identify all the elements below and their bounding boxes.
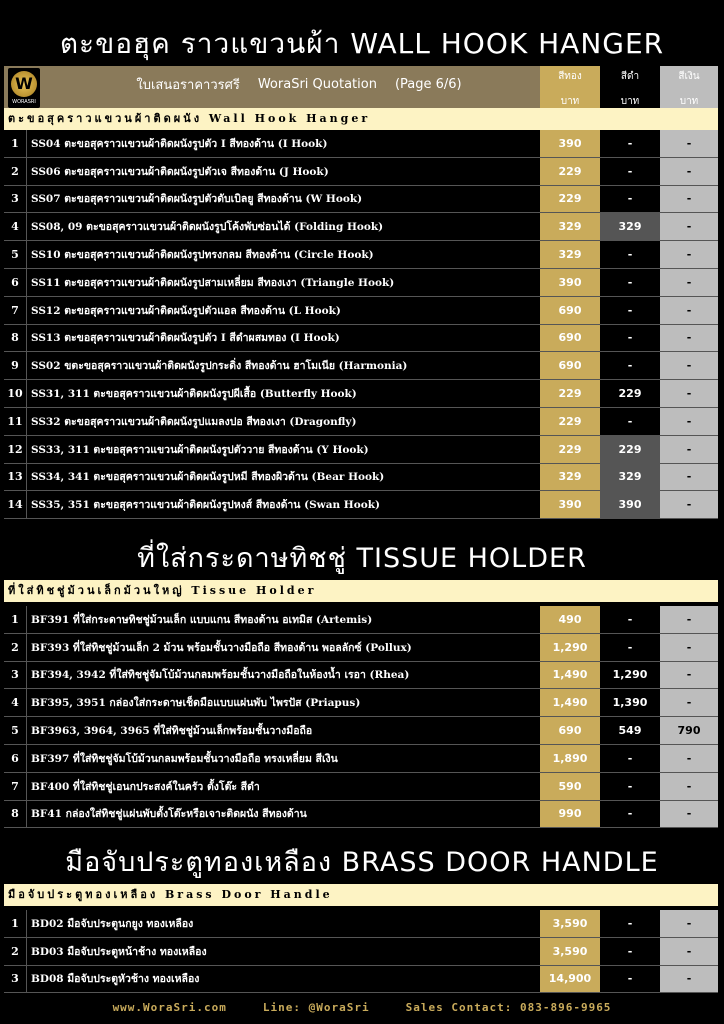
price-gold: 1,290	[540, 634, 600, 661]
price-gold: 329	[540, 464, 600, 491]
price-black: -	[627, 640, 633, 654]
price-silver: -	[660, 213, 718, 240]
price-black: 229	[618, 387, 642, 401]
item-description: BF397 ที่ใส่ทิชชู่จัมโบ้ม้วนกลมพร้อมชั้นวางมือถือ ทรงเหลี่ยม สีเงิน	[26, 745, 540, 772]
item-description: SS10 ตะขอสุคราวแขวนผ้าติดผนังรูปทรงกลม สีทองด้าน (Circle Hook)	[26, 241, 540, 268]
price-black: -	[627, 192, 633, 206]
col-black-header: สีดำ บาท	[600, 66, 660, 112]
row-number: 7	[11, 303, 19, 317]
row-number: 9	[11, 359, 19, 373]
item-description: BF395, 3951 กล่องใส่กระดาษเช็ดมือแบบแผ่นพับ ไพรปัส (Priapus)	[26, 689, 540, 716]
price-silver: -	[660, 352, 718, 379]
price-silver: -	[660, 966, 718, 993]
price-silver: -	[660, 269, 718, 296]
price-gold: 990	[540, 801, 600, 828]
item-description: SS11 ตะขอสุคราวแขวนผ้าติดผนังรูปสามเหลี่ยม สีทองเงา (Triangle Hook)	[26, 269, 540, 296]
price-black: -	[627, 248, 633, 262]
price-gold: 229	[540, 436, 600, 463]
table-row	[4, 491, 718, 519]
item-description: BD08 มือจับประตูหัวช้าง ทองเหลือง	[26, 966, 540, 993]
price-silver: -	[660, 130, 718, 157]
item-description: BF3963, 3964, 3965 ที่ใส่ทิชชู่ม้วนเล็กพร้อมชั้นวางมือถือ	[26, 717, 540, 744]
table-row	[4, 910, 718, 938]
price-gold: 14,900	[540, 966, 600, 993]
row-number: 4	[11, 220, 19, 234]
price-gold: 1,890	[540, 745, 600, 772]
table-row	[4, 938, 718, 966]
price-black: 329	[600, 213, 660, 240]
price-silver: -	[660, 689, 718, 716]
price-gold: 329	[540, 241, 600, 268]
item-description: SS32 ตะขอสุคราวแขวนผ้าติดผนังรูปแมลงปอ สีทองเงา (Dragonfly)	[26, 408, 540, 435]
page-number: (Page 6/6)	[394, 76, 462, 92]
table-row	[4, 606, 718, 634]
table-row	[4, 325, 718, 353]
item-description: SS04 ตะขอสุคราวแขวนผ้าติดผนังรูปตัว I สีทองด้าน (I Hook)	[26, 130, 540, 157]
table-row	[4, 689, 718, 717]
price-black: -	[627, 751, 633, 765]
item-description: SS33, 311 ตะขอสุคราวแขวนผ้าติดผนังรูปตัววาย สีทองด้าน (Y Hook)	[26, 436, 540, 463]
price-gold: 390	[540, 130, 600, 157]
price-silver: -	[660, 491, 718, 518]
table-row	[4, 380, 718, 408]
price-black: -	[627, 779, 633, 793]
tissue-section-title: ที่ใส่ทิชชู่ม้วนเล็กม้วนใหญ่ Tissue Holder	[4, 580, 718, 602]
worasri-logo	[8, 68, 40, 108]
price-silver: -	[660, 436, 718, 463]
row-number: 2	[11, 640, 19, 654]
row-number: 10	[7, 387, 23, 401]
row-number: 5	[11, 248, 19, 262]
tissue-table	[4, 606, 718, 828]
price-black: -	[627, 164, 633, 178]
table-row	[4, 269, 718, 297]
hook-table	[4, 130, 718, 519]
price-gold: 3,590	[540, 938, 600, 965]
price-silver: -	[660, 186, 718, 213]
col-gold-header: สีทอง บาท	[540, 66, 600, 112]
quotation-header	[4, 66, 718, 112]
price-black: -	[627, 807, 633, 821]
table-row	[4, 717, 718, 745]
price-silver: -	[660, 297, 718, 324]
item-description: SS08, 09 ตะขอสุคราวแขวนผ้าติดผนังรูปโค้งพับซ่อนได้ (Folding Hook)	[26, 213, 540, 240]
table-row	[4, 801, 718, 829]
table-row	[4, 241, 718, 269]
hook-section-title: ตะขอสุคราวแขวนผ้าติดผนัง Wall Hook Hanger	[4, 108, 718, 130]
table-row	[4, 352, 718, 380]
tissue-banner: ที่ใส่กระดาษทิชชู่ TISSUE HOLDER	[137, 543, 587, 574]
price-gold: 390	[540, 491, 600, 518]
table-row	[4, 213, 718, 241]
row-number: 3	[11, 972, 19, 986]
footer	[0, 996, 724, 1018]
price-gold: 690	[540, 325, 600, 352]
price-black: -	[627, 136, 633, 150]
table-row	[4, 966, 718, 994]
item-description: BF391 ที่ใส่กระดาษทิชชู่ม้วนเล็ก แบบแกน สีทองด้าน อเทมิส (Artemis)	[26, 606, 540, 633]
item-description: SS35, 351 ตะขอสุคราวแขวนผ้าติดผนังรูปหงส์ สีทองด้าน (Swan Hook)	[26, 491, 540, 518]
footer-website[interactable]: www.WoraSri.com	[112, 1000, 227, 1014]
row-number: 7	[11, 779, 19, 793]
table-row	[4, 297, 718, 325]
price-gold: 690	[540, 297, 600, 324]
row-number: 8	[11, 807, 19, 821]
table-row	[4, 662, 718, 690]
price-black: -	[627, 359, 633, 373]
price-gold: 590	[540, 773, 600, 800]
price-gold: 490	[540, 606, 600, 633]
row-number: 11	[7, 414, 23, 428]
quotation-title	[40, 66, 540, 112]
row-number: 2	[11, 164, 19, 178]
price-silver: -	[660, 910, 718, 937]
price-black: -	[627, 916, 633, 930]
price-silver: -	[660, 773, 718, 800]
price-silver: -	[660, 606, 718, 633]
price-silver: 790	[660, 717, 718, 744]
row-number: 1	[11, 916, 19, 930]
price-black: -	[627, 275, 633, 289]
price-gold: 229	[540, 380, 600, 407]
price-black: 390	[600, 491, 660, 518]
price-gold: 690	[540, 352, 600, 379]
price-black: 1,390	[612, 696, 648, 710]
row-number: 5	[11, 724, 19, 738]
row-number: 3	[11, 192, 19, 206]
item-description: SS06 ตะขอสุคราวแขวนผ้าติดผนังรูปตัวเจ สีทองด้าน (J Hook)	[26, 158, 540, 185]
row-number: 3	[11, 668, 19, 682]
row-number: 6	[11, 751, 19, 765]
item-description: SS12 ตะขอสุคราวแขวนผ้าติดผนังรูปตัวแอล สีทองด้าน (L Hook)	[26, 297, 540, 324]
table-row	[4, 436, 718, 464]
price-silver: -	[660, 408, 718, 435]
price-silver: -	[660, 938, 718, 965]
price-black: 549	[618, 724, 642, 738]
price-black: 329	[600, 464, 660, 491]
item-description: BD03 มือจับประตูหน้าช้าง ทองเหลือง	[26, 938, 540, 965]
price-gold: 1,490	[540, 662, 600, 689]
brass-banner: มือจับประตูทองเหลือง BRASS DOOR HANDLE	[65, 847, 659, 878]
item-description: SS34, 341 ตะขอสุคราวแขวนผ้าติดผนังรูปหมี สีทองผิวด้าน (Bear Hook)	[26, 464, 540, 491]
price-silver: -	[660, 158, 718, 185]
item-description: SS13 ตะขอสุคราวแขวนผ้าติดผนังรูปตัว I สีดำผสมทอง (I Hook)	[26, 325, 540, 352]
item-description: BF393 ที่ใส่ทิชชู่ม้วนเล็ก 2 ม้วน พร้อมชั้นวางมือถือ สีทองด้าน พอลลักซ์ (Pollux)	[26, 634, 540, 661]
price-silver: -	[660, 801, 718, 828]
table-row	[4, 773, 718, 801]
price-gold: 229	[540, 408, 600, 435]
price-black: -	[627, 944, 633, 958]
title-en: WoraSri Quotation	[257, 76, 377, 92]
price-silver: -	[660, 464, 718, 491]
table-row	[4, 464, 718, 492]
row-number: 1	[11, 612, 19, 626]
row-number: 6	[11, 275, 19, 289]
row-number: 14	[7, 498, 23, 512]
price-gold: 390	[540, 269, 600, 296]
table-row	[4, 634, 718, 662]
logo-text: WORASRI	[12, 99, 36, 105]
footer-sales: Sales Contact: 083-896-9965	[405, 1000, 612, 1014]
row-number: 4	[11, 696, 19, 710]
price-black: 1,290	[612, 668, 648, 682]
item-description: BF400 ที่ใส่ทิชชู่เอนกประสงค์ในครัว ตั้งโต๊ะ สีดำ	[26, 773, 540, 800]
hook-banner: ตะขอฮุค ราวแขวนผ้า WALL HOOK HANGER	[59, 27, 665, 60]
title-th: ใบเสนอราคาวรศรี	[136, 77, 240, 93]
footer-line: Line: @WoraSri	[262, 1000, 370, 1014]
price-silver: -	[660, 745, 718, 772]
item-description: SS02 ขตะขอสุคราวแขวนผ้าติดผนังรูปกระดิ่ง สีทองด้าน ฮาโมเนีย (Harmonia)	[26, 352, 540, 379]
table-row	[4, 408, 718, 436]
price-silver: -	[660, 662, 718, 689]
item-description: BF41 กล่องใส่ทิชชู่แผ่นพับตั้งโต๊ะหรือเจาะติดผนัง สีทองด้าน	[26, 801, 540, 828]
row-number: 12	[7, 442, 23, 456]
brass-section-title: มือจับประตูทองเหลือง Brass Door Handle	[4, 884, 718, 906]
price-black: -	[627, 331, 633, 345]
price-silver: -	[660, 634, 718, 661]
price-gold: 229	[540, 186, 600, 213]
row-number: 8	[11, 331, 19, 345]
row-number: 13	[7, 470, 23, 484]
price-gold: 329	[540, 213, 600, 240]
col-silver-header: สีเงิน บาท	[660, 66, 718, 112]
price-black: -	[627, 303, 633, 317]
price-gold: 690	[540, 717, 600, 744]
price-silver: -	[660, 380, 718, 407]
price-black: -	[627, 414, 633, 428]
item-description: BD02 มือจับประตูนกยูง ทองเหลือง	[26, 910, 540, 937]
price-gold: 3,590	[540, 910, 600, 937]
logo-mark: W	[11, 71, 37, 97]
item-description: SS07 ตะขอสุคราวแขวนผ้าติดผนังรูปตัวดับเบิลยู สีทองด้าน (W Hook)	[26, 186, 540, 213]
price-gold: 229	[540, 158, 600, 185]
price-black: -	[627, 972, 633, 986]
price-gold: 1,490	[540, 689, 600, 716]
table-row	[4, 130, 718, 158]
price-silver: -	[660, 241, 718, 268]
item-description: SS31, 311 ตะขอสุคราวแขวนผ้าติดผนังรูปผีเสื้อ (Butterfly Hook)	[26, 380, 540, 407]
table-row	[4, 186, 718, 214]
table-row	[4, 158, 718, 186]
price-black: 229	[600, 436, 660, 463]
table-row	[4, 745, 718, 773]
row-number: 2	[11, 944, 19, 958]
price-silver: -	[660, 325, 718, 352]
price-black: -	[627, 612, 633, 626]
brass-table	[4, 910, 718, 993]
item-description: BF394, 3942 ที่ใส่ทิชชู่จัมโบ้ม้วนกลมพร้อมชั้นวางมือถือในห้องน้ำ เรอา (Rhea)	[26, 662, 540, 689]
row-number: 1	[11, 136, 19, 150]
